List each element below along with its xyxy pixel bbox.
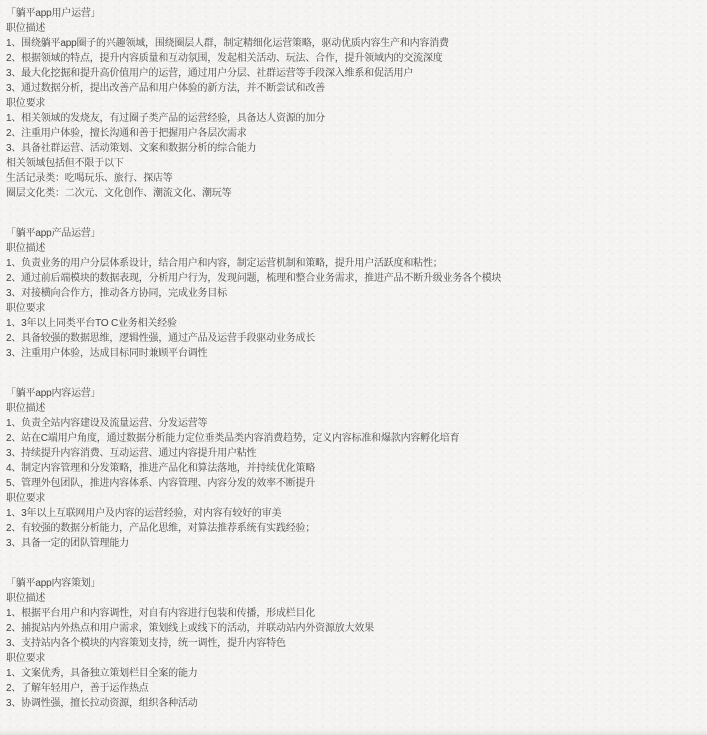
job-line: 2、了解年轻用户，善于运作热点 bbox=[6, 683, 149, 694]
job-line: 3、注重用户体验，达成目标同时兼顾平台调性 bbox=[6, 348, 208, 359]
job-line: 3、最大化挖掘和提升高价值用户的运营，通过用户分层、社群运营等手段深入维系和促活用户 bbox=[6, 68, 414, 79]
job-line: 1、相关领域的发烧友，有过圈子类产品的运营经验，具备达人资源的加分 bbox=[6, 113, 325, 124]
job-section-content-planning bbox=[6, 576, 699, 711]
job-line: 职位描述 bbox=[6, 243, 46, 254]
job-line: 1、根据平台用户和内容调性，对自有内容进行包装和传播，形成栏目化 bbox=[6, 608, 316, 619]
job-line: 职位描述 bbox=[6, 403, 46, 414]
job-line: 1、负责全站内容建设及流量运营、分发运营等 bbox=[6, 418, 208, 429]
job-line: 职位要求 bbox=[6, 493, 46, 504]
job-section-title: 「躺平app内容策划」 bbox=[6, 578, 101, 589]
job-line: 3、通过数据分析，提出改善产品和用户体验的新方法，并不断尝试和改善 bbox=[6, 83, 325, 94]
job-line: 3、支持站内各个模块的内容策划支持，统一调性，提升内容特色 bbox=[6, 638, 286, 649]
job-line: 3、协调性强，擅长拉动资源，组织各种活动 bbox=[6, 698, 198, 709]
job-line: 2、注重用户体验，擅长沟通和善于把握用户各层次需求 bbox=[6, 128, 247, 139]
job-section-title: 「躺平app产品运营」 bbox=[6, 228, 101, 239]
job-line: 2、有较强的数据分析能力，产品化思维，对算法推荐系统有实践经验； bbox=[6, 523, 316, 534]
job-section-content-operations bbox=[6, 386, 699, 551]
job-line: 职位要求 bbox=[6, 98, 46, 109]
job-line: 1、围绕躺平app圈子的兴趣领域，围绕圈层人群，制定精细化运营策略，驱动优质内容生产和内容消费 bbox=[6, 38, 449, 49]
job-line: 相关领域包括但不限于以下 bbox=[6, 158, 124, 169]
job-line: 1、3年以上同类平台TO C业务相关经验 bbox=[6, 318, 177, 329]
job-section-product-operations bbox=[6, 226, 699, 361]
job-line: 职位要求 bbox=[6, 303, 46, 314]
job-line: 职位描述 bbox=[6, 23, 46, 34]
job-line: 3、具备社群运营、活动策划、文案和数据分析的综合能力 bbox=[6, 143, 257, 154]
job-line: 1、3年以上互联网用户及内容的运营经验，对内容有较好的审美 bbox=[6, 508, 282, 519]
job-line: 2、具备较强的数据思维，逻辑性强，通过产品及运营手段驱动业务成长 bbox=[6, 333, 316, 344]
job-line: 1、负责业务的用户分层体系设计，结合用户和内容，制定运营机制和策略，提升用户活跃度和粘性； bbox=[6, 258, 443, 269]
job-section-user-operations bbox=[6, 6, 699, 201]
job-line: 生活记录类：吃喝玩乐、旅行、探店等 bbox=[6, 173, 173, 184]
job-line: 3、对接横向合作方，推动各方协同，完成业务目标 bbox=[6, 288, 227, 299]
job-line: 2、根据领域的特点，提升内容质量和互动氛围，发起相关活动、玩法、合作，提升领域内的交流深度 bbox=[6, 53, 443, 64]
job-line: 2、站在C端用户角度，通过数据分析能力定位垂类品类内容消费趋势，定义内容标准和爆款内容孵化培育 bbox=[6, 433, 460, 444]
job-line: 2、通过前后端模块的数据表现，分析用户行为，发现问题，梳理和整合业务需求，推进产品不断升级业务各个模块 bbox=[6, 273, 502, 284]
job-section-title: 「躺平app用户运营」 bbox=[6, 8, 101, 19]
job-section-title: 「躺平app内容运营」 bbox=[6, 388, 101, 399]
job-line: 2、捕捉站内外热点和用户需求，策划线上或线下的活动，并联动站内外资源放大效果 bbox=[6, 623, 374, 634]
job-line: 1、文案优秀，具备独立策划栏目全案的能力 bbox=[6, 668, 198, 679]
job-line: 4、制定内容管理和分发策略，推进产品化和算法落地，并持续优化策略 bbox=[6, 463, 316, 474]
job-line: 5、管理外包团队，推进内容体系、内容管理、内容分发的效率不断提升 bbox=[6, 478, 316, 489]
job-line: 职位要求 bbox=[6, 653, 46, 664]
job-line: 职位描述 bbox=[6, 593, 46, 604]
job-line: 3、持续提升内容消费、互动运营、通过内容提升用户粘性 bbox=[6, 448, 257, 459]
job-line: 圈层文化类：二次元、文化创作、潮流文化、潮玩等 bbox=[6, 188, 232, 199]
job-line: 3、具备一定的团队管理能力 bbox=[6, 538, 129, 549]
